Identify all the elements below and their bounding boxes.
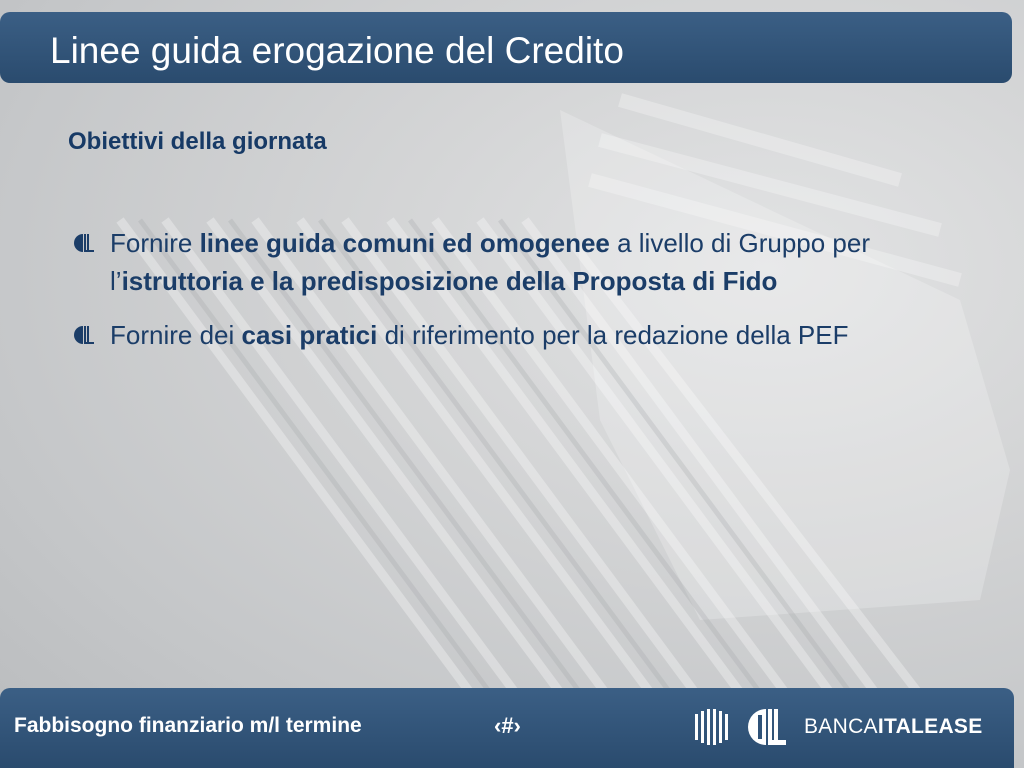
bullet-item <box>72 224 952 300</box>
bullet-text: di riferimento per la redazione della PEF <box>377 320 849 350</box>
bullet-text-bold: linee guida comuni ed omogenee <box>199 228 610 258</box>
logo-stripes-icon <box>694 709 732 745</box>
footer-caption: Fabbisogno finanziario m/l termine <box>14 714 362 737</box>
bullet-list <box>72 224 952 370</box>
bullet-text: Fornire <box>110 228 200 258</box>
bullet-icon <box>72 325 94 345</box>
section-subtitle: Obiettivi della giornata <box>68 128 327 155</box>
bullet-icon <box>72 233 94 253</box>
brand-name-light: BANCA <box>804 715 878 738</box>
bullet-text: a livello di Gruppo per l’ <box>110 228 871 296</box>
brand-name-bold: ITALEASE <box>877 715 983 738</box>
bullet-text-bold: istruttoria e la predisposizione della Proposta di Fido <box>121 266 778 296</box>
bullet-item <box>72 316 952 354</box>
logo-mark-icon <box>748 709 786 745</box>
page-number: ‹#› <box>494 713 521 738</box>
bullet-text-bold: casi pratici <box>241 320 378 350</box>
slide-title: Linee guida erogazione del Credito <box>50 30 624 71</box>
brand-logo <box>804 715 983 739</box>
bullet-text: Fornire dei <box>110 320 242 350</box>
